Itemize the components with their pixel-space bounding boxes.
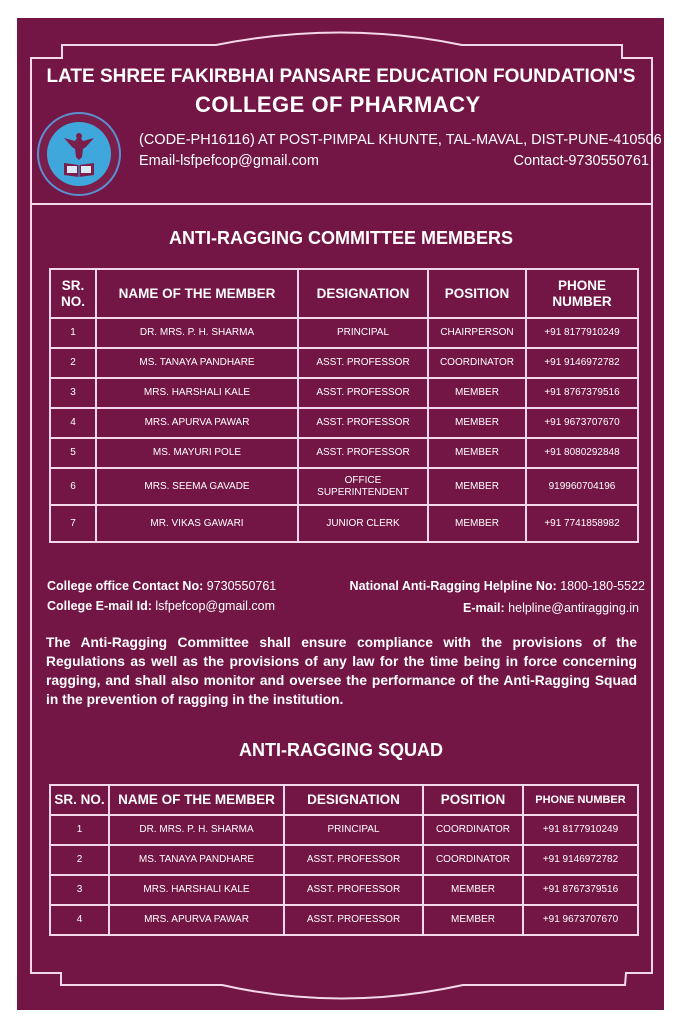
national-helpline: [350, 579, 645, 593]
col-name: NAME OF THE MEMBER: [109, 785, 284, 815]
col-sr-no: SR. NO.: [50, 269, 96, 318]
cell-name: DR. MRS. P. H. SHARMA: [96, 318, 298, 348]
cell-designation: JUNIOR CLERK: [298, 505, 428, 542]
col-designation: DESIGNATION: [284, 785, 423, 815]
col-sr-no: SR. NO.: [50, 785, 109, 815]
squad-table: [49, 784, 639, 936]
cell-phone: +91 8177910249: [526, 318, 638, 348]
college-email: [47, 599, 275, 613]
cell-name: MRS. APURVA PAWAR: [109, 905, 284, 935]
cell-name: MS. TANAYA PANDHARE: [109, 845, 284, 875]
cell-sr: 1: [50, 318, 96, 348]
national-helpline-label: National Anti-Ragging Helpline No:: [349, 579, 557, 593]
cell-sr: 6: [50, 468, 96, 505]
college-email-label: College E-mail Id:: [47, 599, 152, 613]
cell-position: MEMBER: [423, 905, 523, 935]
cell-designation: ASST. PROFESSOR: [284, 845, 423, 875]
table-row: [50, 875, 638, 905]
cell-designation: ASST. PROFESSOR: [284, 875, 423, 905]
col-position: POSITION: [423, 785, 523, 815]
table-row: [50, 378, 638, 408]
cell-designation: ASST. PROFESSOR: [284, 905, 423, 935]
cell-phone: +91 9673707670: [523, 905, 638, 935]
table-row: [50, 505, 638, 542]
cell-phone: +91 8767379516: [526, 378, 638, 408]
cell-sr: 2: [50, 348, 96, 378]
col-phone: PHONE NUMBER: [523, 785, 638, 815]
table-row: [50, 408, 638, 438]
cell-designation: OFFICE SUPERINTENDENT: [298, 468, 428, 505]
helpline-email-value: helpline@antiragging.in: [504, 601, 639, 615]
cell-sr: 4: [50, 408, 96, 438]
cell-phone: 919960704196: [526, 468, 638, 505]
college-office-contact: [47, 579, 276, 593]
cell-sr: 2: [50, 845, 109, 875]
cell-position: MEMBER: [423, 875, 523, 905]
cell-name: DR. MRS. P. H. SHARMA: [109, 815, 284, 845]
table-row: [50, 348, 638, 378]
cell-sr: 1: [50, 815, 109, 845]
cell-name: MRS. HARSHALI KALE: [96, 378, 298, 408]
table-row: [50, 905, 638, 935]
cell-position: CHAIRPERSON: [428, 318, 526, 348]
cell-name: MS. MAYURI POLE: [96, 438, 298, 468]
table-row: [50, 468, 638, 505]
cell-phone: +91 9146972782: [523, 845, 638, 875]
cell-designation: ASST. PROFESSOR: [298, 438, 428, 468]
helpline-email-label: E-mail:: [463, 601, 505, 615]
table-row: [50, 815, 638, 845]
college-address: (CODE-PH16116) AT POST-PIMPAL KHUNTE, TAL-MAVAL, DIST-PUNE-410506: [139, 132, 662, 148]
college-office-contact-value: 9730550761: [203, 579, 277, 593]
cell-phone: +91 9146972782: [526, 348, 638, 378]
cell-name: MR. VIKAS GAWARI: [96, 505, 298, 542]
national-helpline-value: 1800-180-5522: [556, 579, 645, 593]
cell-designation: ASST. PROFESSOR: [298, 378, 428, 408]
col-phone: PHONE NUMBER: [526, 269, 638, 318]
cell-sr: 5: [50, 438, 96, 468]
cell-phone: +91 8767379516: [523, 875, 638, 905]
cell-position: MEMBER: [428, 505, 526, 542]
eagle-book-emblem-icon: [47, 122, 111, 186]
cell-phone: +91 8177910249: [523, 815, 638, 845]
cell-designation: PRINCIPAL: [298, 318, 428, 348]
organization-name: LATE SHREE FAKIRBHAI PANSARE EDUCATION FOUNDATION'S: [46, 66, 636, 87]
cell-phone: +91 7741858982: [526, 505, 638, 542]
squad-title: ANTI-RAGGING SQUAD: [239, 740, 443, 760]
college-name: COLLEGE OF PHARMACY: [195, 92, 481, 117]
cell-position: COORDINATOR: [423, 845, 523, 875]
cell-sr: 7: [50, 505, 96, 542]
cell-position: MEMBER: [428, 438, 526, 468]
cell-position: MEMBER: [428, 378, 526, 408]
col-position: POSITION: [428, 269, 526, 318]
committee-title: ANTI-RAGGING COMMITTEE MEMBERS: [169, 228, 513, 248]
cell-phone: +91 9673707670: [526, 408, 638, 438]
cell-position: MEMBER: [428, 468, 526, 505]
cell-sr: 3: [50, 378, 96, 408]
cell-position: COORDINATOR: [423, 815, 523, 845]
college-office-contact-label: College office Contact No:: [47, 579, 204, 593]
table-row: [50, 845, 638, 875]
cell-name: MS. TANAYA PANDHARE: [96, 348, 298, 378]
col-name: NAME OF THE MEMBER: [96, 269, 298, 318]
committee-statement: The Anti-Ragging Committee shall ensure compliance with the provisions of the Regulations as well as the provisions of any law for the time being in force concerning ragging, and shall also monitor and oversee the performance of the Anti-Ragging Squad in the prevention of ragging in the institution.: [46, 635, 637, 707]
cell-name: MRS. APURVA PAWAR: [96, 408, 298, 438]
cell-name: MRS. SEEMA GAVADE: [96, 468, 298, 505]
header-email: Email-lsfpefcop@gmail.com: [139, 153, 319, 169]
squad-header-row: [50, 785, 638, 815]
cell-name: MRS. HARSHALI KALE: [109, 875, 284, 905]
col-designation: DESIGNATION: [298, 269, 428, 318]
cell-phone: +91 8080292848: [526, 438, 638, 468]
cell-position: COORDINATOR: [428, 348, 526, 378]
college-logo: [37, 112, 121, 196]
cell-sr: 4: [50, 905, 109, 935]
cell-position: MEMBER: [428, 408, 526, 438]
cell-sr: 3: [50, 875, 109, 905]
committee-table: [49, 268, 639, 543]
cell-designation: ASST. PROFESSOR: [298, 348, 428, 378]
college-email-value: lsfpefcop@gmail.com: [151, 599, 276, 613]
helpline-email: [463, 601, 639, 615]
committee-header-row: [50, 269, 638, 318]
table-row: [50, 318, 638, 348]
table-row: [50, 438, 638, 468]
header-contact: Contact-9730550761: [513, 153, 649, 169]
cell-designation: ASST. PROFESSOR: [298, 408, 428, 438]
cell-designation: PRINCIPAL: [284, 815, 423, 845]
